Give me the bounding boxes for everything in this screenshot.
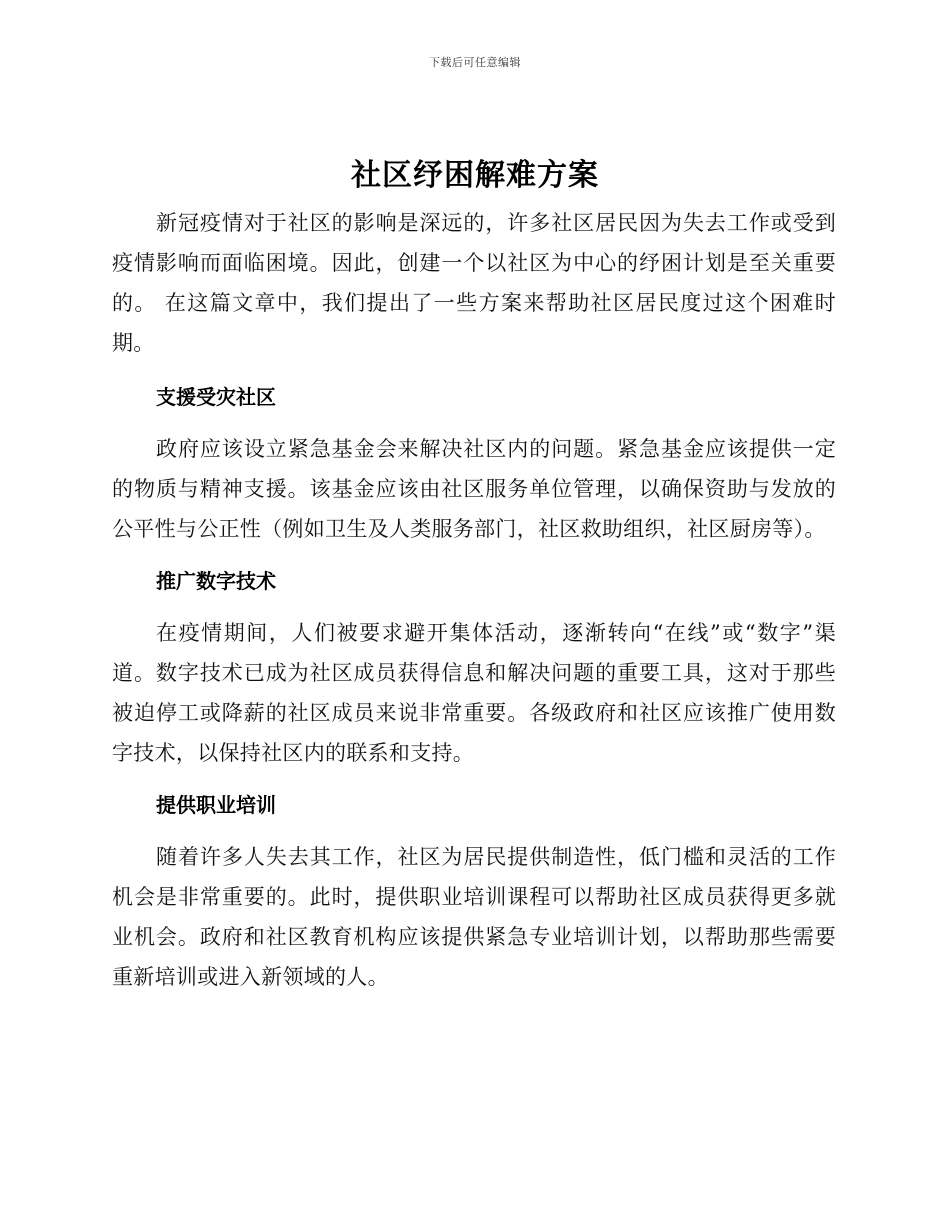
section-support-affected-communities <box>112 377 836 549</box>
section-vocational-training <box>112 785 836 997</box>
document-body <box>112 203 836 1009</box>
section-heading: 支援受灾社区 <box>156 385 276 409</box>
section-promote-digital-technology <box>112 561 836 773</box>
intro-paragraph: 新冠疫情对于社区的影响是深远的，许多社区居民因为失去工作或受到疫情影响而面临困境。因此，创建一个以社区为中心的纾困计划是至关重要的。 在这篇文章中，我们提出了一些方案来帮助社区居民度过这个困难时期。 <box>112 211 836 355</box>
document-title: 社区纾困解难方案 <box>351 158 599 193</box>
header-note: 下载后可任意编辑 <box>429 56 521 69</box>
section-paragraph: 随着许多人失去其工作，社区为居民提供制造性，低门槛和灵活的工作机会是非常重要的。此时，提供职业培训课程可以帮助社区成员获得更多就业机会。政府和社区教育机构应该提供紧急专业培训计划，以帮助那些需要重新培训或进入新领域的人。 <box>112 845 836 989</box>
section-paragraph: 政府应该设立紧急基金会来解决社区内的问题。紧急基金应该提供一定的物质与精神支援。该基金应该由社区服务单位管理，以确保资助与发放的公平性与公正性（例如卫生及人类服务部门，社区救助组织，社区厨房等）。 <box>112 437 836 541</box>
section-heading: 推广数字技术 <box>156 569 276 593</box>
section-heading: 提供职业培训 <box>156 793 276 817</box>
section-paragraph: 在疫情期间，人们被要求避开集体活动，逐渐转向“在线”或“数字”渠道。数字技术已成为社区成员获得信息和解决问题的重要工具，这对于那些被迫停工或降薪的社区成员来说非常重要。各级政府和社区应该推广使用数字技术，以保持社区内的联系和支持。 <box>112 621 836 765</box>
